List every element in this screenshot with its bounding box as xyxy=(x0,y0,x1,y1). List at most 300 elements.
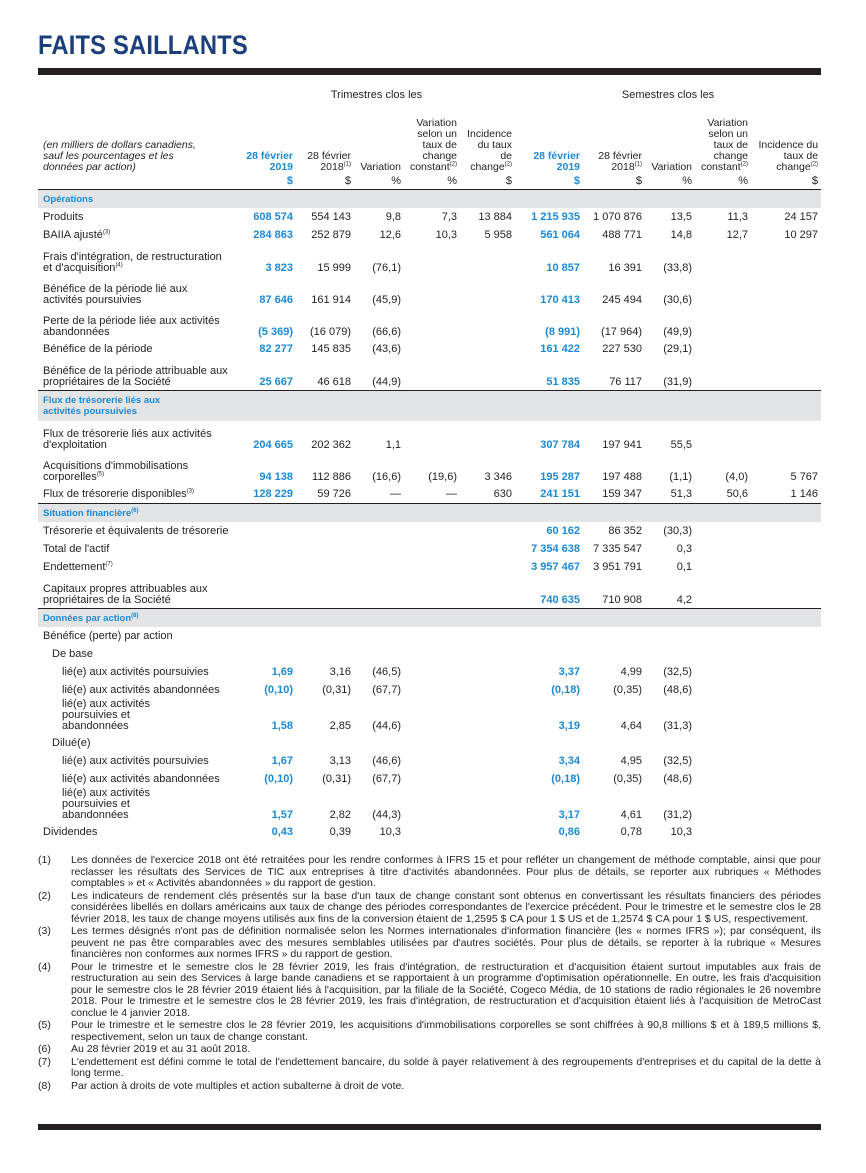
value-cell xyxy=(404,340,460,358)
value-cell: 3,16 xyxy=(329,665,351,678)
value-cell xyxy=(296,627,354,645)
value-cell xyxy=(583,734,645,752)
value-cell xyxy=(751,558,821,576)
current-value-cell xyxy=(515,734,583,752)
page-title: FAITS SAILLANTS xyxy=(38,30,248,60)
current-value-cell: 307 784 xyxy=(540,439,581,451)
value-cell: 11,3 xyxy=(727,210,749,223)
current-value-cell: 1,67 xyxy=(271,754,293,767)
value-cell xyxy=(460,276,515,308)
value-cell: 252 879 xyxy=(311,228,351,241)
footnote-key: (2) xyxy=(38,889,51,902)
footnote-key: (1) xyxy=(38,854,51,866)
unit-cell: $ xyxy=(296,173,354,190)
table-row xyxy=(38,540,821,558)
section-header-row xyxy=(38,609,821,628)
row-label: lié(e) aux activités poursuivies et abandonnées xyxy=(62,698,151,732)
value-cell: (46,5) xyxy=(372,665,401,678)
value-cell: 50,6 xyxy=(695,485,751,504)
value-cell xyxy=(460,522,515,540)
current-value-cell: 128 229 xyxy=(238,485,296,504)
value-cell xyxy=(460,770,515,788)
value-cell xyxy=(695,576,751,609)
value-cell xyxy=(404,276,460,308)
value-cell: 12,6 xyxy=(379,228,401,241)
row-label: Dilué(e) xyxy=(52,736,91,749)
current-value-cell xyxy=(515,627,583,645)
value-cell xyxy=(751,663,821,681)
unit-cell: $ xyxy=(460,173,515,190)
current-value-cell: 0,43 xyxy=(271,825,293,838)
value-cell xyxy=(460,308,515,340)
value-cell: 1 070 876 xyxy=(593,210,643,223)
value-cell: 2,85 xyxy=(329,720,351,732)
value-cell xyxy=(751,699,821,734)
value-cell: 59 726 xyxy=(296,485,354,504)
value-cell xyxy=(460,358,515,391)
row-label: lié(e) aux activités poursuivies xyxy=(62,754,209,767)
value-cell: (44,9) xyxy=(372,376,401,388)
value-cell xyxy=(460,576,515,609)
current-value-cell: (0,18) xyxy=(551,772,581,785)
value-cell: (48,6) xyxy=(663,683,693,696)
value-cell xyxy=(751,645,821,663)
value-cell: (49,9) xyxy=(663,326,693,338)
row-label: Capitaux propres attribuables aux propriétaires de la Société xyxy=(43,583,208,606)
value-cell xyxy=(460,681,515,699)
value-cell xyxy=(460,823,515,841)
value-cell xyxy=(695,681,751,699)
value-cell xyxy=(583,645,645,663)
value-cell xyxy=(354,645,404,663)
row-label: Acquisitions d'immobilisations corporelles$^{(5)}$ xyxy=(43,460,189,483)
table-row xyxy=(38,752,821,770)
table-row xyxy=(38,770,821,788)
row-label: Bénéfice de la période xyxy=(43,342,153,355)
value-cell xyxy=(460,734,515,752)
value-cell xyxy=(460,421,515,453)
row-label: Bénéfice (perte) par action xyxy=(43,629,173,642)
value-cell: (16 079) xyxy=(310,326,351,338)
value-cell: 197 488 xyxy=(602,471,643,483)
value-cell xyxy=(296,558,354,576)
section-header-row xyxy=(38,391,821,422)
bottom-rule xyxy=(38,1124,821,1130)
unit-cell: $ xyxy=(515,173,583,190)
value-cell: 55,5 xyxy=(670,439,693,451)
value-cell: (19,6) xyxy=(428,471,457,483)
value-cell: 0,78 xyxy=(620,825,643,838)
value-cell: 630 xyxy=(460,485,515,504)
value-cell: 46 618 xyxy=(317,376,351,388)
current-value-cell: 82 277 xyxy=(259,342,293,355)
value-cell: 197 941 xyxy=(602,439,643,451)
value-cell: 1,1 xyxy=(385,439,401,451)
value-cell xyxy=(460,752,515,770)
current-value-cell: (0,10) xyxy=(264,683,293,696)
current-value-cell xyxy=(238,576,296,609)
current-value-cell: 161 422 xyxy=(540,342,581,355)
value-cell: (66,6) xyxy=(372,326,401,338)
footnote xyxy=(38,1020,821,1043)
current-value-cell: 204 665 xyxy=(253,439,293,451)
value-cell xyxy=(354,627,404,645)
table-row xyxy=(38,627,821,645)
value-cell xyxy=(404,421,460,453)
row-label: Bénéfice de la période attribuable aux propriétaires de la Société xyxy=(43,365,228,388)
footnote xyxy=(38,1081,821,1093)
value-cell xyxy=(296,734,354,752)
value-cell xyxy=(695,308,751,340)
footnote-key: (7) xyxy=(38,1055,51,1068)
value-cell xyxy=(404,752,460,770)
value-cell: 554 143 xyxy=(311,210,351,223)
table-row xyxy=(38,485,821,504)
row-label: lié(e) aux activités poursuivies et abandonnées xyxy=(62,787,151,821)
footnote-key: (3) xyxy=(38,925,51,937)
value-cell xyxy=(354,540,404,558)
table-row xyxy=(38,308,821,340)
value-cell xyxy=(296,522,354,540)
value-cell xyxy=(695,788,751,823)
value-cell xyxy=(751,681,821,699)
value-cell xyxy=(751,276,821,308)
value-cell: (31,2) xyxy=(663,809,693,821)
value-cell xyxy=(404,540,460,558)
footnote-text: Les indicateurs de rendement clés présentés sur la base d'un taux de change constant sont obtenus en convertissant les résultats financiers des périodes considérées libellés en dollars américains aux taux de change des périodes correspondantes de l'exercice précédent. Pour le trimestre et le semestre clos le 28 février 2018, les taux de change moyens utilisés aux fins de la conversion étaient de 1,2595 $ CA pour 1 $ US et de 1,2574 $ CA pour 1 $ US, respectivement. xyxy=(71,889,821,925)
value-cell: (32,5) xyxy=(663,665,693,678)
row-label: Flux de trésorerie liés aux activités d'exploitation xyxy=(43,428,212,451)
value-cell: 10,3 xyxy=(435,228,457,241)
row-label: BAIIA ajusté$^{(3)}$ xyxy=(43,228,111,241)
value-cell xyxy=(645,627,695,645)
table-row xyxy=(38,558,821,576)
footnote-text: Au 28 février 2019 et au 31 août 2018. xyxy=(71,1043,251,1055)
value-cell: 15 999 xyxy=(317,262,351,274)
value-cell: 4,2 xyxy=(676,594,693,606)
value-cell xyxy=(695,823,751,841)
value-cell xyxy=(460,645,515,663)
value-cell: 4,95 xyxy=(620,754,643,767)
footnote-key: (8) xyxy=(38,1079,51,1092)
value-cell xyxy=(460,244,515,276)
value-cell xyxy=(460,788,515,823)
footnote xyxy=(38,926,821,961)
col-quarter-2018: 28 février 2018$^{(1)}$ xyxy=(307,150,351,173)
footnote-text: L'endettement est défini comme le total de l'endettement bancaire, du solde à payer relativement à des regroupements d'entreprises et du capital de la dette à long terme. xyxy=(71,1055,821,1079)
table-row xyxy=(38,681,821,699)
footnote-key: (4) xyxy=(38,960,51,973)
value-cell: 488 771 xyxy=(602,228,643,241)
current-value-cell: 1,69 xyxy=(271,665,293,678)
value-cell xyxy=(354,522,404,540)
row-label: lié(e) aux activités abandonnées xyxy=(62,683,220,696)
value-cell xyxy=(296,540,354,558)
value-cell xyxy=(354,576,404,609)
table-row xyxy=(38,276,821,308)
value-cell xyxy=(404,663,460,681)
table-row xyxy=(38,226,821,244)
value-cell: 161 914 xyxy=(311,294,351,306)
section-title: Données par action$^{(8)}$ xyxy=(38,609,821,628)
row-label: Flux de trésorerie disponibles$^{(3)}$ xyxy=(38,485,238,504)
value-cell: (44,6) xyxy=(372,720,401,732)
value-cell: 710 908 xyxy=(602,594,643,606)
section-header-row xyxy=(38,190,821,209)
unit-cell: % xyxy=(354,173,404,190)
col-semester-variation: Variation xyxy=(651,161,693,173)
value-cell xyxy=(751,308,821,340)
table-row xyxy=(38,453,821,485)
col-quarter-2019: 28 février 2019 xyxy=(246,150,293,173)
value-cell: 16 391 xyxy=(608,262,643,274)
value-cell xyxy=(751,770,821,788)
value-cell xyxy=(695,699,751,734)
value-cell: (4,0) xyxy=(725,471,749,483)
unit-cell: % xyxy=(645,173,695,190)
row-label: Endettement$^{(7)}$ xyxy=(43,560,113,573)
row-label: Frais d'intégration, de restructuration et d'acquisition$^{(4)}$ xyxy=(43,251,222,274)
current-value-cell: 561 064 xyxy=(540,228,581,241)
col-semester-fx: Incidence du taux de change$^{(2)}$ xyxy=(758,139,819,173)
value-cell xyxy=(695,558,751,576)
value-cell: 5 767 xyxy=(790,471,819,483)
value-cell: 145 835 xyxy=(311,342,351,355)
value-cell xyxy=(404,576,460,609)
value-cell xyxy=(695,734,751,752)
current-value-cell: 284 863 xyxy=(253,228,293,241)
value-cell: 10,3 xyxy=(379,825,401,838)
footnote-text: Pour le trimestre et le semestre clos le 28 février 2019, les frais d'intégration, de restructuration et d'acquisition étaient surtout imputables aux frais de restructuration au sein des Services à large bande canadiens et se rapportaient à un programme d'optimisation opérationnelle. En outre, les frais d'acquisition pour le semestre clos le 28 février 2019 étaient liés à l'acquisition, par la filiale de la Société, Cogeco Média, de 10 stations de radio régionales le 26 novembre 2018. Pour le trimestre et le semestre clos le 28 février 2019, les frais d'intégration, de restructuration et d'acquisition étaient liés à l'acquisition de MetroCast conclue le 4 janvier 2018. xyxy=(71,960,821,1019)
value-cell xyxy=(645,734,695,752)
value-cell: (17 964) xyxy=(601,326,643,338)
value-cell: 24 157 xyxy=(784,210,819,223)
value-cell: (76,1) xyxy=(372,262,401,274)
value-cell xyxy=(695,358,751,391)
footnote-text: Par action à droits de vote multiples et action subalterne à droit de vote. xyxy=(71,1079,405,1092)
current-value-cell: (8 991) xyxy=(545,326,581,338)
value-cell xyxy=(460,699,515,734)
value-cell xyxy=(404,770,460,788)
value-cell xyxy=(751,540,821,558)
current-value-cell: 87 646 xyxy=(259,294,293,306)
value-cell: 86 352 xyxy=(608,524,643,537)
value-cell: — xyxy=(354,485,404,504)
group-semester: Semestres clos les xyxy=(621,89,715,101)
value-cell: (1,1) xyxy=(669,471,693,483)
col-quarter-constant: Variation selon un taux de change constant$^{(2)}$ xyxy=(409,117,457,173)
value-cell xyxy=(751,244,821,276)
value-cell: — xyxy=(404,485,460,504)
value-cell xyxy=(695,752,751,770)
value-cell: 5 958 xyxy=(484,228,513,241)
value-cell: (31,9) xyxy=(663,376,693,388)
section-header-row xyxy=(38,504,821,523)
value-cell: 1 146 xyxy=(751,485,821,504)
value-cell xyxy=(296,576,354,609)
value-cell xyxy=(645,645,695,663)
current-value-cell: 0,86 xyxy=(558,825,581,838)
value-cell xyxy=(751,421,821,453)
value-cell xyxy=(583,627,645,645)
table-row xyxy=(38,421,821,453)
value-cell: 13,5 xyxy=(670,210,693,223)
unit-cell: $ xyxy=(751,173,821,190)
value-cell: (31,3) xyxy=(663,720,693,732)
value-cell: 12,7 xyxy=(726,228,749,241)
table-row xyxy=(38,208,821,226)
value-cell xyxy=(404,358,460,391)
value-cell: 3 951 791 xyxy=(593,560,643,573)
value-cell xyxy=(751,358,821,391)
value-cell xyxy=(404,627,460,645)
col-semester-constant: Variation selon un taux de change constant$^{(2)}$ xyxy=(700,117,749,173)
row-label: De base xyxy=(52,647,93,660)
current-value-cell: 3,37 xyxy=(558,665,581,678)
footnote xyxy=(38,1044,821,1056)
value-cell xyxy=(751,823,821,841)
value-cell xyxy=(695,340,751,358)
footnote-key: (6) xyxy=(38,1043,51,1055)
current-value-cell: 3 823 xyxy=(265,262,293,274)
value-cell: 0,3 xyxy=(676,542,693,555)
current-value-cell: 7 354 638 xyxy=(531,542,581,555)
value-cell xyxy=(460,340,515,358)
current-value-cell: 3,19 xyxy=(558,720,581,732)
value-cell: (0,31) xyxy=(322,683,351,696)
value-cell xyxy=(751,576,821,609)
section-title: Flux de trésorerie liés aux activités poursuivies xyxy=(38,391,821,422)
current-value-cell xyxy=(238,734,296,752)
value-cell: (0,31) xyxy=(322,772,351,785)
value-cell: 3,13 xyxy=(329,754,351,767)
value-cell: 76 117 xyxy=(609,376,643,388)
table-row xyxy=(38,522,821,540)
current-value-cell xyxy=(238,627,296,645)
table-row xyxy=(38,340,821,358)
value-cell: (32,5) xyxy=(663,754,693,767)
value-cell: 0,39 xyxy=(329,825,351,838)
value-cell xyxy=(404,645,460,663)
col-quarter-variation: Variation xyxy=(360,161,401,173)
current-value-cell: 60 162 xyxy=(546,524,581,537)
value-cell xyxy=(404,244,460,276)
value-cell: 9,8 xyxy=(385,210,401,223)
table-row xyxy=(38,788,821,823)
unit-cell: $ xyxy=(583,173,645,190)
value-cell: (0,35) xyxy=(613,683,643,696)
row-label: Trésorerie et équivalents de trésorerie xyxy=(43,524,229,537)
current-value-cell: 195 287 xyxy=(540,471,581,483)
value-cell: (45,9) xyxy=(372,294,401,306)
value-cell xyxy=(404,823,460,841)
value-cell: 227 530 xyxy=(602,342,643,355)
value-cell xyxy=(695,627,751,645)
value-cell: 13 884 xyxy=(478,210,513,223)
column-group-row xyxy=(38,75,821,107)
value-cell: 3 346 xyxy=(484,471,513,483)
value-cell xyxy=(460,540,515,558)
value-cell xyxy=(695,540,751,558)
col-semester-2019: 28 février 2019 xyxy=(533,150,581,173)
value-cell: 2,82 xyxy=(329,809,351,821)
value-cell xyxy=(751,788,821,823)
value-cell: 10,3 xyxy=(670,825,693,838)
unit-cell: % xyxy=(404,173,460,190)
current-value-cell xyxy=(515,645,583,663)
current-value-cell: (0,10) xyxy=(264,772,293,785)
value-cell: 14,8 xyxy=(670,228,693,241)
row-label: Bénéfice de la période lié aux activités poursuivies xyxy=(43,283,188,306)
footnote xyxy=(38,962,821,1020)
value-cell: 245 494 xyxy=(602,294,643,306)
value-cell xyxy=(404,699,460,734)
value-cell xyxy=(695,645,751,663)
value-cell: (29,1) xyxy=(663,342,693,355)
column-header-row xyxy=(38,107,821,173)
row-label: Dividendes xyxy=(43,825,98,838)
value-cell: (33,8) xyxy=(663,262,693,274)
value-cell: (46,6) xyxy=(372,754,401,767)
current-value-cell: 241 151 xyxy=(515,485,583,504)
highlights-table xyxy=(38,75,821,841)
footnote xyxy=(38,1057,821,1080)
unit-row xyxy=(38,173,821,190)
footnote-text: Pour le trimestre et le semestre clos le 28 février 2019, les acquisitions d'immobilisations corporelles se sont chiffrées à 90,8 millions $ et à 189,5 millions $, respectivement, selon un taux de change constant. xyxy=(71,1019,821,1043)
footnote-text: Les données de l'exercice 2018 ont été retraitées pour les rendre conformes à IFRS 15 et pour refléter un changement de méthode comptable, ainsi que pour reclasser les résultats des Services de TIC aux entreprises à titre d'activités abandonnées. Pour plus de détails, se reporter aux rubriques « Méthodes comptables » et « Activités abandonnées » du rapport de gestion. xyxy=(71,854,821,889)
current-value-cell: 3,17 xyxy=(558,809,581,821)
value-cell xyxy=(695,770,751,788)
value-cell xyxy=(404,734,460,752)
value-cell: (43,6) xyxy=(372,342,401,355)
current-value-cell: 740 635 xyxy=(540,594,581,606)
value-cell xyxy=(460,558,515,576)
current-value-cell: 1,57 xyxy=(271,809,293,821)
col-semester-2018: 28 février 2018$^{(1)}$ xyxy=(598,150,643,173)
value-cell xyxy=(751,522,821,540)
value-cell xyxy=(296,645,354,663)
value-cell xyxy=(404,558,460,576)
value-cell: (0,35) xyxy=(613,772,643,785)
current-value-cell: (0,18) xyxy=(551,683,581,696)
value-cell xyxy=(751,752,821,770)
value-cell xyxy=(354,734,404,752)
value-cell: (16,6) xyxy=(372,471,401,483)
value-cell: 7 335 547 xyxy=(593,542,643,555)
value-cell xyxy=(695,276,751,308)
current-value-cell: 3,34 xyxy=(558,754,581,767)
unit-cell: $ xyxy=(238,173,296,190)
group-quarter: Trimestres clos les xyxy=(330,89,423,101)
row-label: lié(e) aux activités poursuivies xyxy=(62,665,209,678)
value-cell xyxy=(460,627,515,645)
value-cell: (67,7) xyxy=(372,683,401,696)
row-label: Total de l'actif xyxy=(43,542,110,555)
current-value-cell xyxy=(238,558,296,576)
footnotes xyxy=(38,855,821,1093)
value-cell xyxy=(404,522,460,540)
col-quarter-fx: Incidence du taux de change$^{(2)}$ xyxy=(467,128,513,173)
current-value-cell: 608 574 xyxy=(253,210,293,223)
table-description: (en milliers de dollars canadiens, sauf les pourcentages et les données par action) xyxy=(43,139,196,173)
unit-cell: % xyxy=(695,173,751,190)
value-cell: (30,6) xyxy=(663,294,693,306)
value-cell xyxy=(751,627,821,645)
value-cell: 0,1 xyxy=(676,560,693,573)
table-row xyxy=(38,244,821,276)
current-value-cell xyxy=(238,522,296,540)
value-cell: 202 362 xyxy=(311,439,351,451)
